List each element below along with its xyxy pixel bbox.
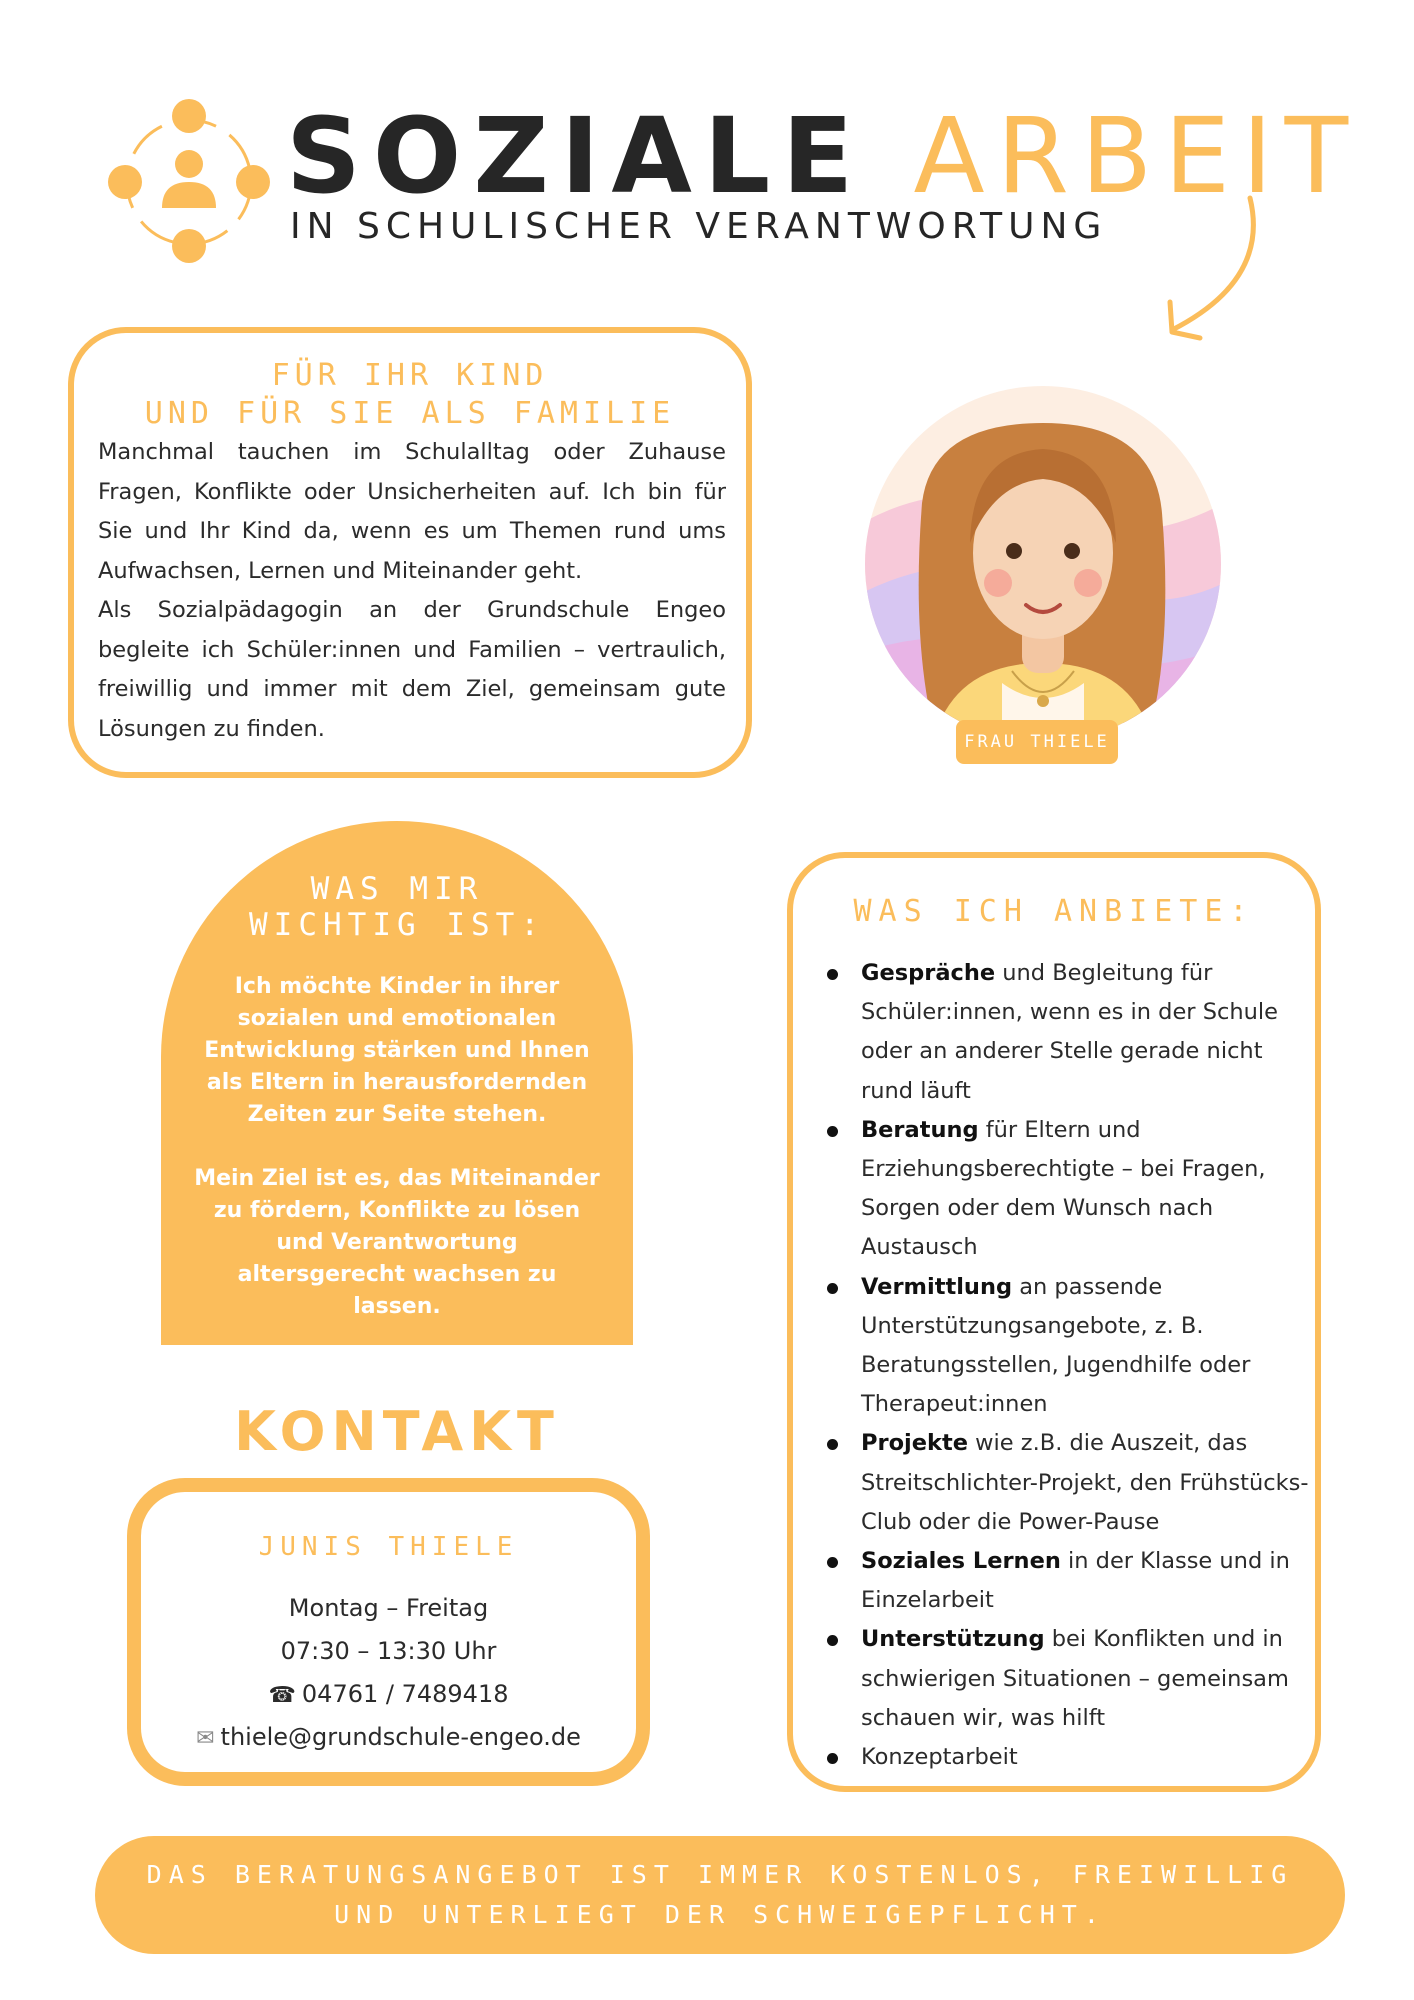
list-item xyxy=(823,1268,1317,1425)
contact-heading: KONTAKT xyxy=(234,1400,560,1463)
intro-paragraph-1: Manchmal tauchen im Schulalltag oder Zuhause Fragen, Konflikte oder Unsicherheiten auf. Ich bin für Sie und Ihr Kind da, wenn es um Themen rund ums Aufwachsen, Lernen und Miteinander geht. xyxy=(98,439,726,584)
list-item xyxy=(823,1620,1317,1738)
footer-line-2: UND UNTERLIEGT DER SCHWEIGEPFLICHT. xyxy=(334,1900,1106,1929)
values-arch xyxy=(161,821,633,1345)
service-bold: Gespräche xyxy=(861,960,996,986)
service-text: wie z.B. die Auszeit, das Streitschlichter-Projekt, den Frühstücks-Club oder die Power-Pause xyxy=(861,1430,1309,1535)
service-text: für Eltern und Erziehungsberechtigte – bei Fragen, Sorgen oder dem Wunsch nach Austausch xyxy=(861,1116,1266,1261)
service-bold: Vermittlung xyxy=(861,1273,1013,1300)
service-bold: Soziales Lernen xyxy=(861,1548,1061,1575)
services-list xyxy=(823,954,1317,1777)
contact-email: thiele@grundschule-engeo.de xyxy=(220,1723,581,1751)
contact-phone: 04761 / 7489418 xyxy=(301,1680,509,1708)
values-paragraph-2: Mein Ziel ist es, das Miteinander zu fördern, Konflikte zu lösen und Verantwortung altersgerecht wachsen zu lassen. xyxy=(194,1166,600,1319)
service-bold: Beratung xyxy=(861,1116,979,1143)
list-item xyxy=(823,954,1317,1111)
list-item xyxy=(823,1111,1317,1268)
services-card xyxy=(787,852,1321,1792)
values-heading-line2: WICHTIG IST: xyxy=(249,907,545,943)
phone-icon: ☎ xyxy=(268,1683,296,1708)
contact-email-row[interactable] xyxy=(141,1723,636,1751)
values-paragraph-1: Ich möchte Kinder in ihrer sozialen und emotionalen Entwicklung stärken und Ihnen als Eltern in herausfordernden Zeiten zur Seite stehen. xyxy=(204,974,590,1127)
service-text: Konzeptarbeit xyxy=(861,1744,1018,1771)
title-accent-word: ARBEIT xyxy=(913,95,1361,217)
curved-arrow-icon xyxy=(1160,190,1270,350)
values-text xyxy=(191,971,603,1355)
footer-banner xyxy=(95,1836,1345,1954)
service-text: und Begleitung für Schüler:innen, wenn es in der Schule oder an anderer Stelle gerade nicht rund läuft xyxy=(861,960,1278,1104)
page-subtitle: IN SCHULISCHER VERANTWORTUNG xyxy=(290,206,1108,247)
contact-hours: 07:30 – 13:30 Uhr xyxy=(280,1637,497,1665)
name-badge: FRAU THIELE xyxy=(956,720,1118,764)
intro-card xyxy=(68,327,752,778)
contact-phone-row[interactable] xyxy=(141,1680,636,1708)
footer-line-1: DAS BERATUNGSANGEBOT IST IMMER KOSTENLOS, FREIWILLIG xyxy=(146,1860,1294,1889)
service-bold: Projekte xyxy=(861,1430,968,1457)
mail-icon: ✉ xyxy=(196,1726,215,1751)
title-dark-word: SOZIALE xyxy=(286,95,866,217)
service-text: in der Klasse und in Einzelarbeit xyxy=(861,1548,1290,1614)
list-item xyxy=(823,1424,1317,1542)
values-heading-line1: WAS MIR xyxy=(310,871,484,907)
values-heading xyxy=(161,871,633,943)
services-heading: WAS ICH ANBIETE: xyxy=(853,894,1255,929)
contact-name: JUNIS THIELE xyxy=(258,1532,519,1562)
intro-heading-line1: FÜR IHR KIND xyxy=(271,358,549,393)
service-text: an passende Unterstützungsangebote, z. B. Beratungsstellen, Jugendhilfe oder Therapeut:innen xyxy=(861,1273,1251,1418)
service-text: bei Konflikten und in schwierigen Situationen – gemeinsam schauen wir, was hilft xyxy=(861,1626,1289,1731)
contact-card xyxy=(127,1478,650,1786)
portrait-illustration xyxy=(862,383,1224,745)
people-network-logo-icon xyxy=(108,96,270,266)
intro-text xyxy=(98,433,726,749)
intro-heading-line2: UND FÜR SIE ALS FAMILIE xyxy=(144,396,676,431)
list-item xyxy=(823,1542,1317,1620)
intro-heading xyxy=(74,357,746,433)
list-item xyxy=(823,1738,1317,1777)
intro-paragraph-2: Als Sozialpädagogin an der Grundschule Engeo begleite ich Schüler:innen und Familien – vertraulich, freiwillig und immer mit dem Ziel, gemeinsam gute Lösungen zu finden. xyxy=(98,597,726,742)
contact-days: Montag – Freitag xyxy=(288,1594,489,1622)
service-bold: Unterstützung xyxy=(861,1626,1045,1653)
